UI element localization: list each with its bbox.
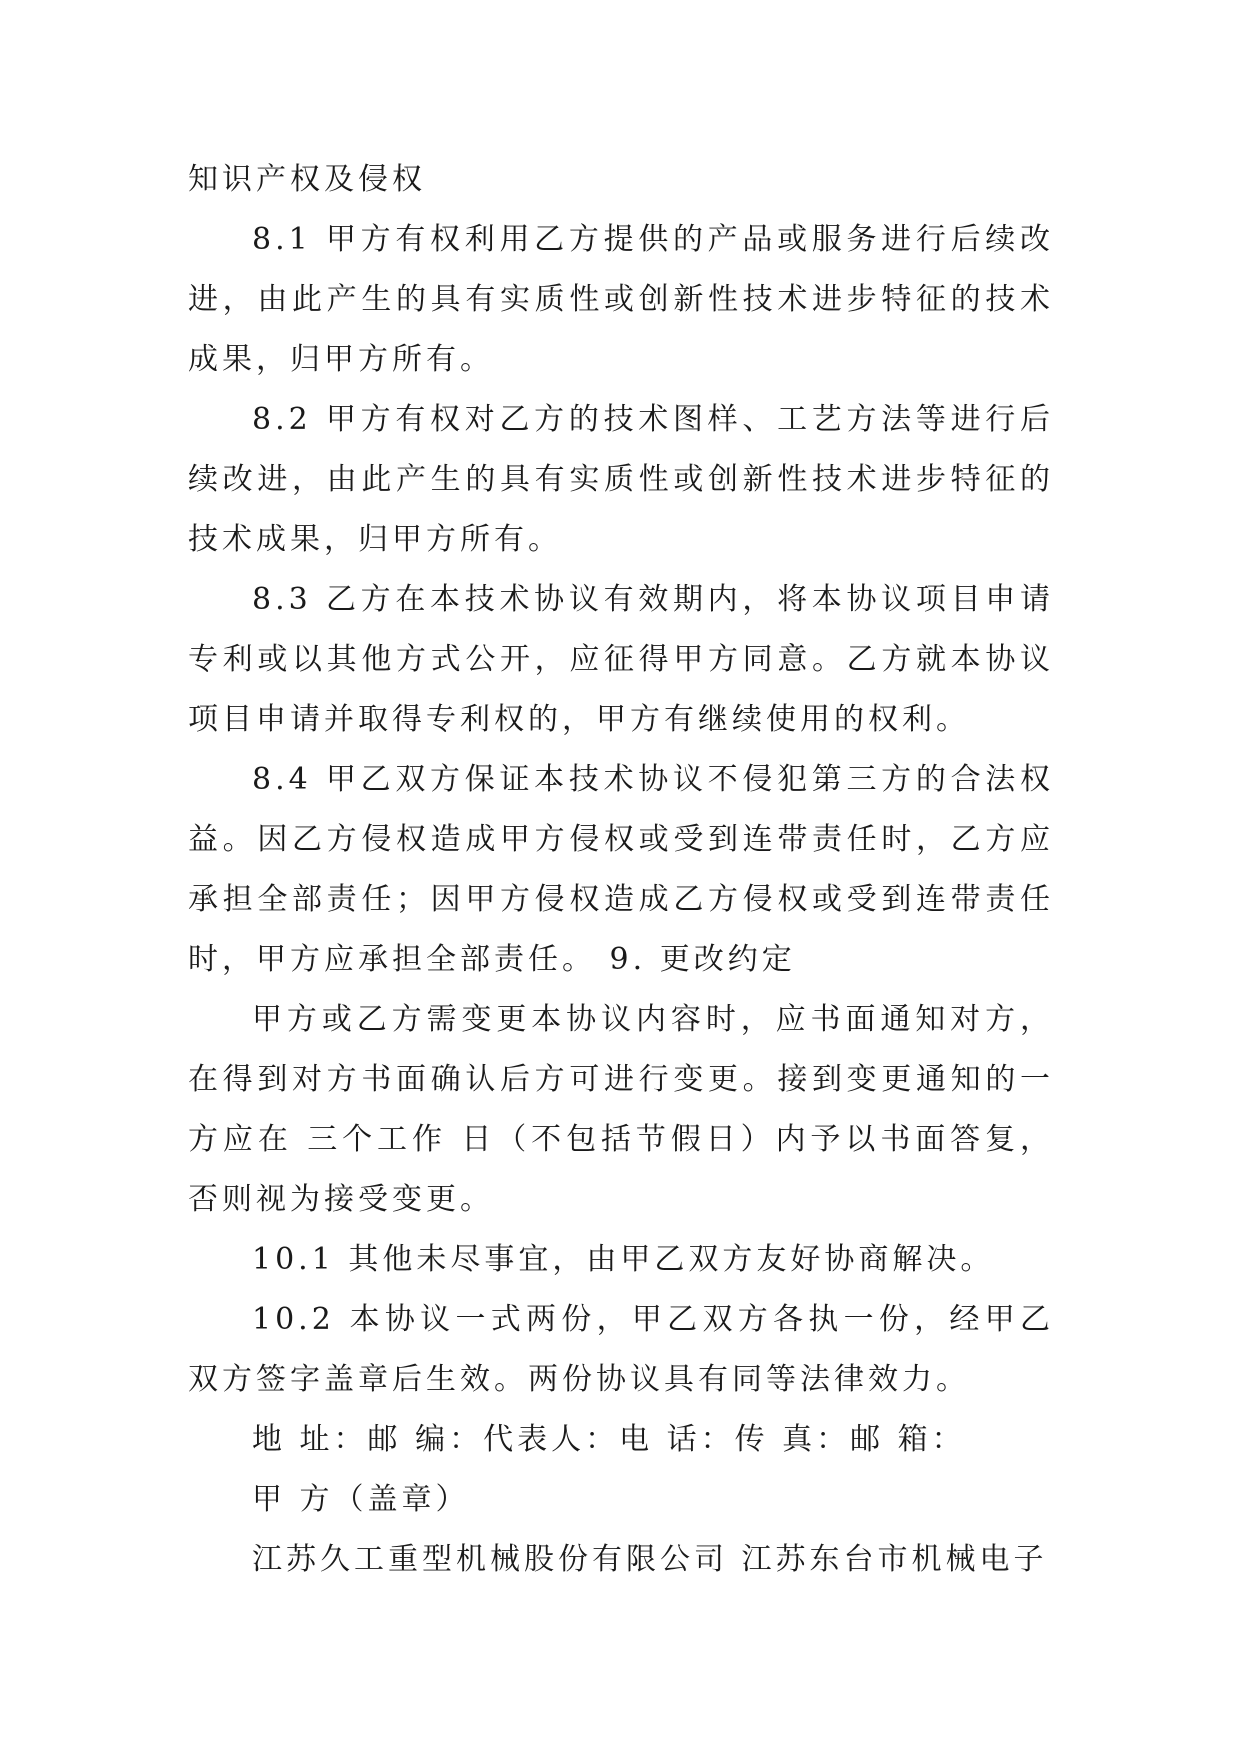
- clause-10-1: 10.1 其他未尽事宜，由甲乙双方友好协商解决。: [252, 1242, 995, 1277]
- clause-8-4: 8.4 甲乙双方保证本技术协议不侵犯第三方的合法权益。因乙方侵权造成甲方侵权或受到连带责任时，乙方应承担全部责任；因甲方侵权造成乙方侵权或受到连带责任时，甲方应承担全部责任。 9. 更改约定: [188, 762, 1054, 977]
- clause-8-3: 8.3 乙方在本技术协议有效期内，将本协议项目申请专利或以其他方式公开，应征得甲方同意。乙方就本协议项目申请并取得专利权的，甲方有继续使用的权利。: [188, 582, 1054, 737]
- clause-10-2: 10.2 本协议一式两份，甲乙双方各执一份，经甲乙双方签字盖章后生效。两份协议具有同等法律效力。: [188, 1302, 1054, 1397]
- party-a-seal-line: 甲 方（盖章）: [252, 1482, 470, 1517]
- clause-8-1: 8.1 甲方有权利用乙方提供的产品或服务进行后续改进，由此产生的具有实质性或创新性技术进步特征的技术成果，归甲方所有。: [188, 222, 1054, 377]
- change-agreement-paragraph: 甲方或乙方需变更本协议内容时，应书面通知对方，在得到对方书面确认后方可进行变更。接到变更通知的一方应在 三个工作 日（不包括节假日）内予以书面答复，否则视为接受变更。: [188, 1002, 1054, 1217]
- company-names-line: 江苏久工重型机械股份有限公司 江苏东台市机械电子: [252, 1542, 1048, 1577]
- contact-fields-line: 地 址：邮 编：代表人：电 话：传 真：邮 箱：: [252, 1422, 966, 1457]
- document-page: [188, 150, 1054, 1590]
- clause-8-2: 8.2 甲方有权对乙方的技术图样、工艺方法等进行后续改进，由此产生的具有实质性或创新性技术进步特征的技术成果，归甲方所有。: [188, 402, 1054, 557]
- section-heading: 知识产权及侵权: [188, 162, 426, 197]
